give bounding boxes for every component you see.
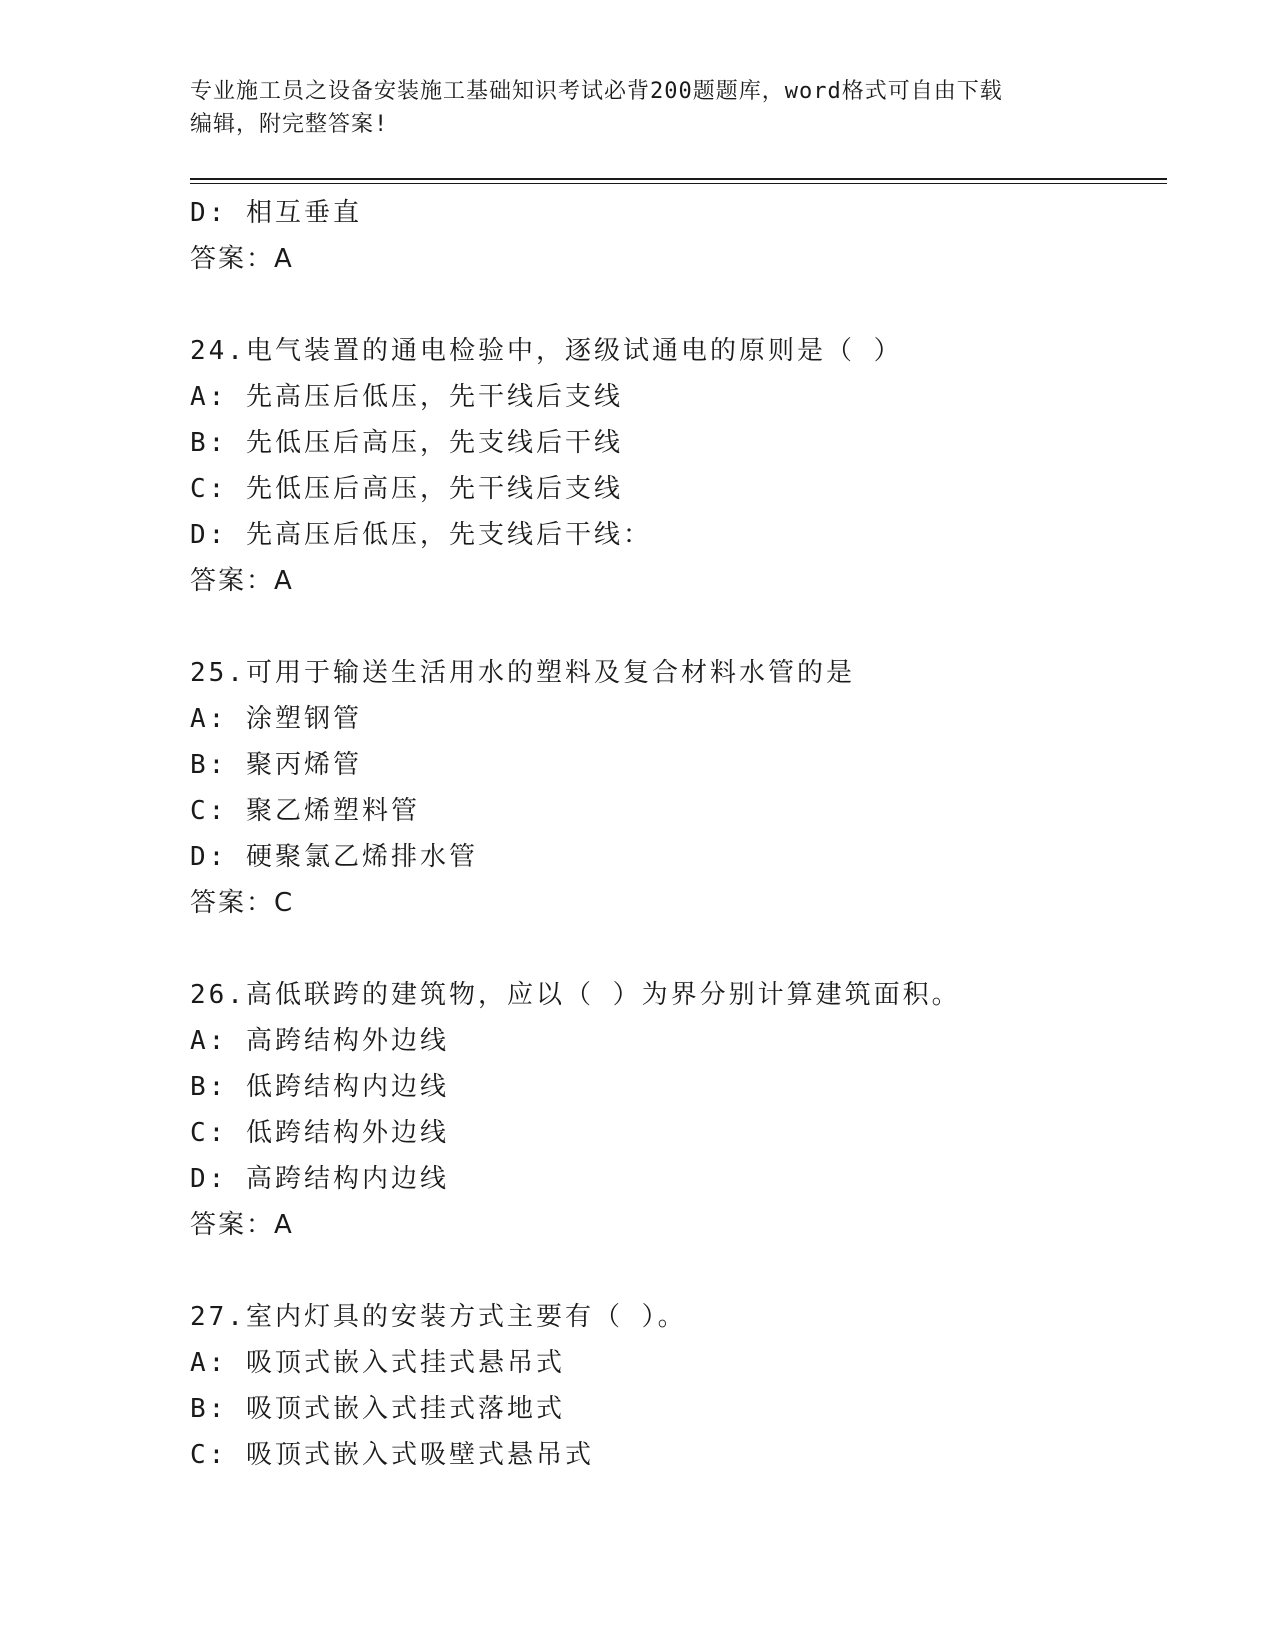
question-list: [190, 190, 1150, 1478]
header-title-line-1: 专业施工员之设备安装施工基础知识考试必背200题题库，word格式可自由下载: [190, 79, 1003, 104]
spacer: [190, 926, 1150, 972]
question-27: [190, 1294, 1150, 1478]
question-answer: 答案：A: [190, 566, 294, 596]
option-b: B: 聚丙烯管: [190, 750, 362, 780]
header-divider-thin: [190, 183, 1167, 184]
option-c: C: 吸顶式嵌入式吸壁式悬吊式: [190, 1440, 594, 1470]
question-stem: 26.高低联跨的建筑物，应以（ ）为界分别计算建筑面积。: [190, 980, 961, 1010]
document-header: [190, 75, 1090, 141]
question-24: [190, 328, 1150, 604]
option-c: C: 先低压后高压，先干线后支线: [190, 474, 623, 504]
option-d: D: 硬聚氯乙烯排水管: [190, 842, 478, 872]
option-a: A: 吸顶式嵌入式挂式悬吊式: [190, 1348, 565, 1378]
option-c: C: 聚乙烯塑料管: [190, 796, 420, 826]
question-23-answer: 答案：A: [190, 244, 294, 274]
question-26: [190, 972, 1150, 1248]
option-a: A: 高跨结构外边线: [190, 1026, 449, 1056]
option-a: A: 涂塑钢管: [190, 704, 362, 734]
option-b: B: 低跨结构内边线: [190, 1072, 449, 1102]
question-25: [190, 650, 1150, 926]
question-23-option-d: D: 相互垂直: [190, 198, 362, 228]
option-d: D: 先高压后低压，先支线后干线：: [190, 520, 652, 550]
spacer: [190, 282, 1150, 328]
header-title-line-2: 编辑，附完整答案!: [190, 112, 389, 137]
header-divider-thick: [190, 178, 1167, 180]
question-stem: 25.可用于输送生活用水的塑料及复合材料水管的是: [190, 658, 855, 688]
option-b: B: 吸顶式嵌入式挂式落地式: [190, 1394, 565, 1424]
option-a: A: 先高压后低压，先干线后支线: [190, 382, 623, 412]
option-d: D: 高跨结构内边线: [190, 1164, 449, 1194]
spacer: [190, 604, 1150, 650]
option-c: C: 低跨结构外边线: [190, 1118, 449, 1148]
question-stem: 24.电气装置的通电检验中，逐级试通电的原则是（ ）: [190, 336, 903, 366]
question-answer: 答案：A: [190, 1210, 294, 1240]
question-stem: 27.室内灯具的安装方式主要有（ ）。: [190, 1302, 687, 1332]
option-b: B: 先低压后高压，先支线后干线: [190, 428, 623, 458]
spacer: [190, 1248, 1150, 1294]
question-answer: 答案：C: [190, 888, 295, 918]
